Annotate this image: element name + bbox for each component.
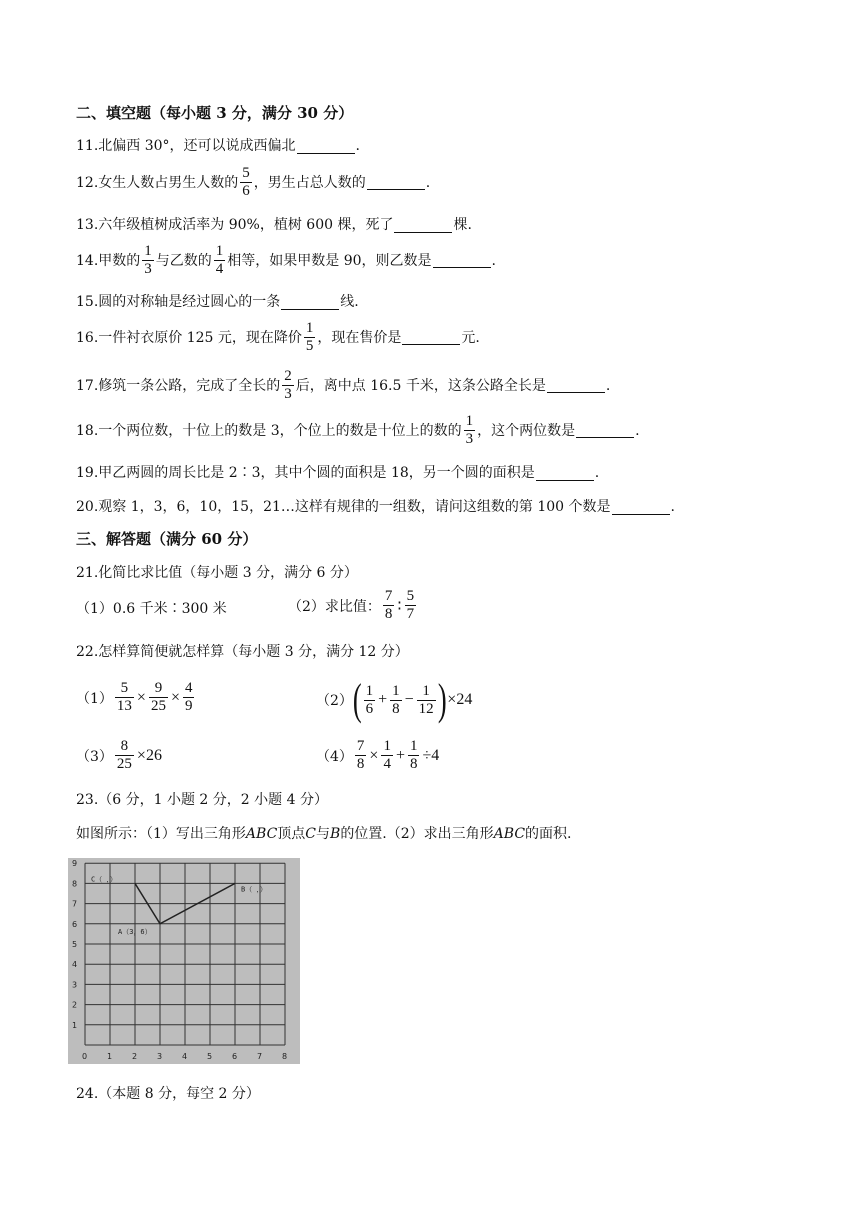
fraction: $\frac{9}{25}$ [150,680,166,714]
point-a-label: A（3，6） [118,927,152,936]
fraction: $\frac{1}{4}$ [215,243,224,277]
point-b-label: B（ ，） [241,885,267,894]
y-tick-label: 6 [72,919,78,929]
question-21-part-2: （2）求比值： $\frac{7}{8}$ ∶ $\frac{5}{7}$ [288,588,415,622]
fraction: $\frac{5}{6}$ [242,165,250,199]
answer-blank[interactable] [367,175,425,190]
question-13: 13.六年级植树成活率为 90%，植树 600 棵，死了 棵. [76,217,472,233]
y-tick-label: 7 [72,899,78,909]
answer-blank[interactable] [433,253,491,268]
answer-blank[interactable] [394,218,452,233]
fraction: $\frac{1}{3}$ [465,413,474,447]
x-tick-label: 0 [82,1052,88,1061]
answer-blank[interactable] [547,378,605,393]
answer-blank[interactable] [297,139,355,154]
y-tick-label: 3 [72,980,78,990]
y-tick-label: 5 [72,940,78,949]
answer-blank[interactable] [402,330,460,345]
question-23-description: 如图所示：（1）写出三角形 ABC 顶点 C 与 B 的位置.（2）求出三角形 ABC 的面积. [76,826,572,842]
question-18: 18.一个两位数，十位上的数是 3，个位上的数是十位上的数的 $\frac{1}{3}$ ，这个两位数是 . [76,413,640,447]
fraction: $\frac{1}{3}$ [144,243,152,277]
fraction: $\frac{1}{8}$ [392,682,400,717]
question-14: 14.甲数的 $\frac{1}{3}$ 与乙数的 $\frac{1}{4}$ 相等，如果甲数是 90，则乙数是 . [76,243,496,277]
fraction: $\frac{1}{4}$ [383,738,391,772]
coordinate-grid [68,858,300,1064]
fraction: $\frac{8}{25}$ [116,738,132,772]
question-22-part-1: （1） $\frac{5}{13}$ × $\frac{9}{25}$ × $\frac{4}{9}$ [76,680,193,714]
x-tick-label: 4 [182,1052,188,1061]
answer-blank[interactable] [612,500,670,515]
fraction: $\frac{1}{5}$ [305,320,314,354]
section-3-heading: 三、解答题（满分 60 分） [76,530,258,548]
y-tick-label: 2 [72,1000,78,1010]
question-24-title: 24.（本题 8 分，每空 2 分） [76,1086,260,1102]
question-23-title: 23.（6 分，1 小题 2 分，2 小题 4 分） [76,792,328,808]
question-21-title: 21.化简比求比值（每小题 3 分，满分 6 分） [76,565,358,581]
point-c-label: C（ ，） [91,875,117,884]
fraction: $\frac{1}{8}$ [409,738,418,772]
y-tick-labels [72,859,77,1030]
question-22-title: 22.怎样算简便就怎样算（每小题 3 分，满分 12 分） [76,644,409,660]
x-tick-label: 5 [207,1052,213,1061]
fraction: $\frac{1}{12}$ [418,682,434,717]
x-tick-label: 2 [132,1052,138,1061]
question-22-part-2: （2） ( $\frac{1}{6}$ + $\frac{1}{8}$ − $\frac{1}{12}$ ) ×24 [316,675,473,724]
fraction: $\frac{5}{13}$ [116,680,132,714]
question-15: 15.圆的对称轴是经过圆心的一条 线. [76,294,359,310]
fraction: $\frac{5}{7}$ [406,588,415,622]
question-12: 12.女生人数占男生人数的 $\frac{5}{6}$ ，男生占总人数的 . [76,165,431,199]
fraction: $\frac{4}{9}$ [184,680,193,714]
y-tick-label: 4 [72,960,78,970]
coordinate-grid-figure [68,858,300,1064]
fraction: $\frac{7}{8}$ [384,588,393,622]
x-tick-labels [82,1052,287,1061]
y-tick-label: 1 [72,1020,78,1030]
x-tick-label: 1 [107,1052,113,1061]
question-17: 17.修筑一条公路，完成了全长的 $\frac{2}{3}$ 后，离中点 16.5 千米，这条公路全长是 . [76,368,611,402]
fraction: $\frac{2}{3}$ [284,368,292,402]
x-tick-label: 3 [157,1052,163,1061]
question-19: 19.甲乙两圆的周长比是 2∶3，其中个圆的面积是 18，另一个圆的面积是 . [76,465,600,481]
section-2-heading: 二、填空题（每小题 3 分，满分 30 分） [76,104,354,122]
question-21-part-1: （1）0.6 千米∶300 米 [76,601,227,617]
question-20: 20.观察 1，3，6，10，15，21…这样有规律的一组数，请问这组数的第 100 个数是 . [76,499,675,515]
x-tick-label: 7 [257,1052,263,1061]
question-11: 11.北偏西 30°，还可以说成西偏北 . [76,138,360,154]
answer-blank[interactable] [536,466,594,481]
y-tick-label: 8 [72,879,78,889]
answer-blank[interactable] [576,423,634,438]
x-tick-label: 6 [232,1052,238,1061]
y-tick-label: 9 [72,859,78,869]
fraction: $\frac{1}{6}$ [365,682,374,717]
x-tick-label: 8 [282,1052,288,1061]
fraction: $\frac{7}{8}$ [356,738,365,772]
question-22-part-4: （4） $\frac{7}{8}$ × $\frac{1}{4}$ + $\frac{1}{8}$ ÷4 [316,738,440,772]
question-22-part-3: （3） $\frac{8}{25}$ ×26 [76,738,162,772]
question-16: 16.一件衬衣原价 125 元，现在降价 $\frac{1}{5}$ ，现在售价是 元. [76,320,480,354]
answer-blank[interactable] [281,295,339,310]
